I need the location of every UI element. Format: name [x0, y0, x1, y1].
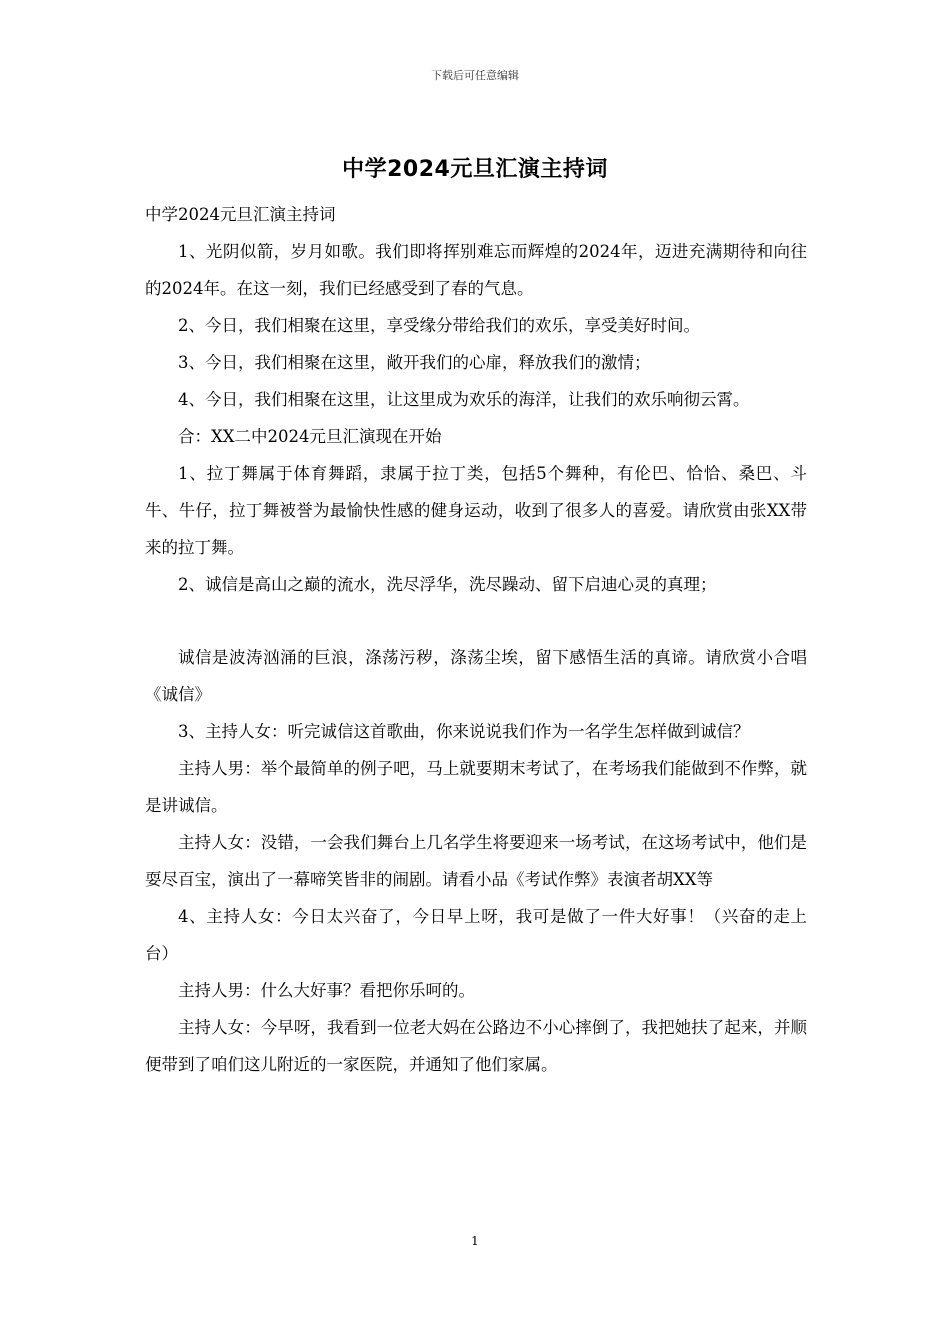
- paragraph: 主持人男：举个最简单的例子吧，马上就要期末考试了，在考场我们能做到不作弊，就是讲诚信。: [145, 759, 807, 815]
- paragraph: 1、光阴似箭，岁月如歌。我们即将挥别难忘而辉煌的2024年，迈进充满期待和向往的2024年。在这一刻，我们已经感受到了春的气息。: [145, 242, 807, 298]
- paragraph: 2、今日，我们相聚在这里，享受缘分带给我们的欢乐，享受美好时间。: [178, 316, 700, 335]
- header-note: 下载后可任意编辑: [431, 69, 519, 82]
- paragraph: 合：XX二中2024元旦汇演现在开始: [178, 427, 442, 446]
- paragraph: 主持人男：什么大好事？看把你乐呵的。: [178, 981, 475, 1000]
- paragraph: 4、今日，我们相聚在这里，让这里成为欢乐的海洋，让我们的欢乐响彻云霄。: [178, 390, 750, 409]
- paragraph: 3、主持人女：听完诚信这首歌曲，你来说说我们作为一名学生怎样做到诚信？: [178, 722, 750, 741]
- paragraph: 2、诚信是高山之巅的流水，洗尽浮华，洗尽躁动、留下启迪心灵的真理；: [178, 575, 717, 594]
- document-title: 中学2024元旦汇演主持词: [342, 157, 608, 182]
- paragraph: 主持人女：没错，一会我们舞台上几名学生将要迎来一场考试，在这场考试中，他们是耍尽百宝，演出了一幕啼笑皆非的闹剧。请看小品《考试作弊》表演者胡XX等: [145, 833, 807, 889]
- page-number: 1: [471, 1234, 479, 1248]
- paragraph: 3、今日，我们相聚在这里，敞开我们的心扉，释放我们的激情；: [178, 353, 651, 372]
- paragraph: 诚信是波涛汹涌的巨浪，涤荡污秽，涤荡尘埃，留下感悟生活的真谛。请欣赏小合唱《诚信》: [145, 648, 807, 704]
- paragraph: 4、主持人女：今日太兴奋了，今日早上呀，我可是做了一件大好事！（兴奋的走上台）: [145, 907, 807, 963]
- subtitle-paragraph: 中学2024元旦汇演主持词: [145, 205, 336, 224]
- paragraph: 1、拉丁舞属于体育舞蹈，隶属于拉丁类，包括5个舞种，有伦巴、恰恰、桑巴、斗牛、牛仔，拉丁舞被誉为最愉快性感的健身运动，收到了很多人的喜爱。请欣赏由张XX带来的拉丁舞。: [145, 464, 807, 557]
- paragraph: 主持人女：今早呀，我看到一位老大妈在公路边不小心摔倒了，我把她扶了起来，并顺便带到了咱们这儿附近的一家医院，并通知了他们家属。: [145, 1018, 807, 1074]
- document-body: [145, 196, 807, 1083]
